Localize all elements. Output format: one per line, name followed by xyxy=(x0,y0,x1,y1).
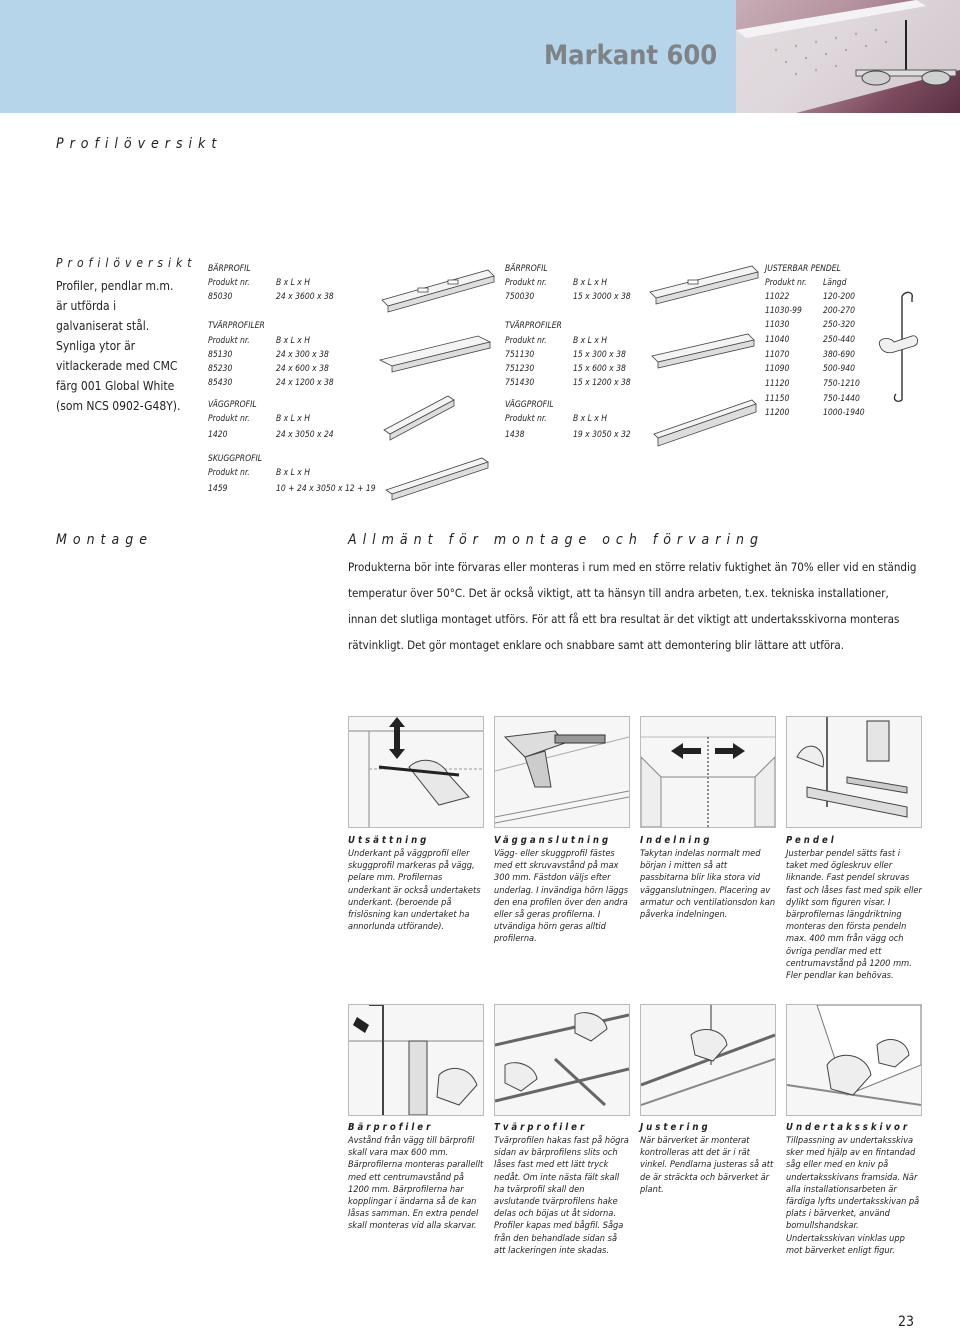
step-text: Tillpassning av undertaksskiva sker med hjälp av en fintandad såg eller med en kniv på undertaksskivans framsida. När alla installationsarbeten är färdiga lyfts undertaksskivan på plats i bärverket, använd bomullshandskar. Undertaksskivan vinklas upp mot bärverket enligt figur. xyxy=(786,1135,920,1256)
step-text: Underkant på väggprofil eller skuggprofil markeras på vägg, pelare mm. Profilernas underkant är också undertakets underkant. (beroende på frislösning kan undertaket ha annorlunda utförande). xyxy=(348,848,481,933)
table-cell: 85430 xyxy=(208,378,233,388)
table-label: VÄGGPROFIL xyxy=(505,400,554,410)
table-header: B x L x H xyxy=(276,278,311,288)
table-cell: 200-270 xyxy=(823,306,855,316)
table-header: Produkt nr. xyxy=(208,414,250,424)
table-cell: 11030-99 xyxy=(765,306,802,316)
table-cell: 24 x 3050 x 24 xyxy=(276,430,334,440)
table-cell: 1438 xyxy=(505,430,525,440)
table-header: B x L x H xyxy=(276,468,311,478)
section-heading-profiloversikt: Profilöversikt xyxy=(56,136,223,152)
table-cell: 11200 xyxy=(765,408,790,418)
table-cell: 120-200 xyxy=(823,292,855,302)
table-cell: 24 x 300 x 38 xyxy=(276,350,329,360)
step-title: Vägganslutning xyxy=(494,835,612,846)
profile-drawings-a xyxy=(378,262,498,502)
step-title: Utsättning xyxy=(348,835,430,846)
table-label: SKUGGPROFIL xyxy=(208,454,263,464)
profile-drawings-b xyxy=(648,262,760,447)
section-heading-montage: Montage xyxy=(56,532,153,548)
step-text: Tvärprofilen hakas fast på högra sidan av bärprofilens slits och låses fast med ett lätt tryck nedåt. Om inte nästa fält skall ha tvärprofil skall den avslutande tvärprofilens hake delas och böjas ut åt sidorna. Profiler kapas med bågfil. Såga från den behandlade sidan så att lackeringen inte skadas. xyxy=(494,1135,629,1256)
table-header: B x L x H xyxy=(573,414,608,424)
profile-table-pendel xyxy=(765,262,880,427)
table-label: TVÄRPROFILER xyxy=(505,321,562,331)
table-header: B x L x H xyxy=(276,414,311,424)
step-title: Justering xyxy=(640,1122,711,1133)
profile-table-skugg xyxy=(208,452,378,498)
table-cell: 750-1440 xyxy=(823,394,860,404)
step-text: Takytan indelas normalt med början i mitten så att passbitarna blir lika stora vid vägganslutningen. Placering av armatur och ventilationsdon kan påverka indelningen. xyxy=(640,848,776,921)
profile-table-b xyxy=(505,262,655,442)
table-cell: 380-690 xyxy=(823,350,855,360)
table-cell: 751430 xyxy=(505,378,535,388)
table-cell: 24 x 1200 x 38 xyxy=(276,378,334,388)
step-title: Indelning xyxy=(640,835,713,846)
table-cell: 15 x 600 x 38 xyxy=(573,364,626,374)
table-header: Produkt nr. xyxy=(765,278,807,288)
table-cell: 24 x 600 x 38 xyxy=(276,364,329,374)
table-cell: 250-320 xyxy=(823,320,855,330)
illustration-undertaksskivor xyxy=(786,1004,922,1116)
section-subheading: Allmänt för montage och förvaring xyxy=(348,532,764,548)
header-photo xyxy=(736,0,960,113)
table-cell: 1420 xyxy=(208,430,228,440)
table-header: Produkt nr. xyxy=(208,468,250,478)
table-cell: 750-1210 xyxy=(823,379,860,389)
table-cell: 751230 xyxy=(505,364,535,374)
step-text: Justerbar pendel sätts fast i taket med ögleskruv eller liknande. Fast pendel skruvas fast och låses fast med spik eller dylikt som figuren visar. I bärprofilernas längdriktning monteras den första pendeln max. 400 mm från vägg och övriga pendlar med ett centrumavstånd på 1200 mm. Fler pendlar kan behövas. xyxy=(786,848,922,982)
page-number: 23 xyxy=(898,1314,915,1330)
illustration-pendel xyxy=(786,716,922,828)
illustration-indelning xyxy=(640,716,776,828)
table-header: B x L x H xyxy=(573,336,608,346)
table-cell: 11022 xyxy=(765,292,790,302)
table-cell: 250-440 xyxy=(823,335,855,345)
pendel-drawing xyxy=(872,288,922,406)
table-cell: 11090 xyxy=(765,364,790,374)
table-header: Produkt nr. xyxy=(208,278,250,288)
table-cell: 1000-1940 xyxy=(823,408,865,418)
step-title: Undertaksskivor xyxy=(786,1122,911,1133)
table-cell: 85030 xyxy=(208,292,233,302)
table-header: Produkt nr. xyxy=(505,278,547,288)
intro-text: Profiler, pendlar m.m. är utförda i galvaniserat stål. Synliga ytor är vitlackerade med CMC färg 001 Global White (som NCS 0902-G48Y). xyxy=(56,279,181,413)
table-cell: 11120 xyxy=(765,379,790,389)
table-cell: 11150 xyxy=(765,394,790,404)
table-cell: 85230 xyxy=(208,364,233,374)
table-label: JUSTERBAR PENDEL xyxy=(765,264,841,274)
intro-heading: Profilöversikt xyxy=(56,256,197,270)
table-cell: 15 x 1200 x 38 xyxy=(573,378,631,388)
table-cell: 15 x 3000 x 38 xyxy=(573,292,631,302)
step-text: Vägg- eller skuggprofil fästes med ett skruvavstånd på max 300 mm. Fästdon väljs efter underlag. I invändiga hörn läggs den ena profilen över den andra eller så geras profilerna. I utvändiga hörn geras alltid profilerna. xyxy=(494,848,629,945)
table-cell: 11030 xyxy=(765,320,790,330)
page-title: Markant 600 xyxy=(544,40,718,71)
table-cell: 500-940 xyxy=(823,364,855,374)
table-cell: 24 x 3600 x 38 xyxy=(276,292,334,302)
table-header: B x L x H xyxy=(573,278,608,288)
illustration-justering xyxy=(640,1004,776,1116)
illustration-tvarprofiler xyxy=(494,1004,630,1116)
table-cell: 10 + 24 x 3050 x 12 + 19 xyxy=(276,484,376,494)
table-label: VÄGGPROFIL xyxy=(208,400,257,410)
table-cell: 85130 xyxy=(208,350,233,360)
table-cell: 1459 xyxy=(208,484,228,494)
table-cell: 19 x 3050 x 32 xyxy=(573,430,631,440)
step-text: Avstånd från vägg till bärprofil skall vara max 600 mm. Bärprofilerna monteras parallellt med ett centrumavstånd på 1200 mm. Bärprofilerna har kopplingar i ändarna så de kan låsas samman. En extra pendel skall monteras vid alla skarvar. xyxy=(348,1135,484,1232)
table-header: Längd xyxy=(823,278,847,288)
table-cell: 11070 xyxy=(765,350,790,360)
table-cell: 750030 xyxy=(505,292,535,302)
table-header: B x L x H xyxy=(276,336,311,346)
profile-table-a xyxy=(208,262,378,442)
table-header: Produkt nr. xyxy=(505,414,547,424)
table-header: Produkt nr. xyxy=(505,336,547,346)
step-title: Tvärprofiler xyxy=(494,1122,588,1133)
illustration-barprofiler xyxy=(348,1004,484,1116)
step-title: Bärprofiler xyxy=(348,1122,434,1133)
table-cell: 751130 xyxy=(505,350,535,360)
table-label: BÄRPROFIL xyxy=(208,264,251,274)
step-text: När bärverket är monterat kontrolleras att det är i rät vinkel. Pendlarna justeras så att de är sträckta och bärverket är plant. xyxy=(640,1135,774,1195)
table-header: Produkt nr. xyxy=(208,336,250,346)
illustration-utsattning xyxy=(348,716,484,828)
ceiling-pendant-photo xyxy=(736,0,960,113)
step-title: Pendel xyxy=(786,835,837,846)
table-cell: 15 x 300 x 38 xyxy=(573,350,626,360)
illustration-vagganslutning xyxy=(494,716,630,828)
table-label: BÄRPROFIL xyxy=(505,264,548,274)
table-cell: 11040 xyxy=(765,335,790,345)
table-label: TVÄRPROFILER xyxy=(208,321,265,331)
montage-text: Produkterna bör inte förvaras eller monteras i rum med en större relativ fuktighet än 70% eller vid en ständig temperatur över 50°C. Det är också viktigt, att ta hänsyn till andra arbeten, t.ex. tekniska installationer, innan det slutliga montaget utförs. För att få ett bra resultat är det viktigt att undertaksskivorna monteras rätvinkligt. Det gör montaget enklare och snabbare samt att demontering blir lättare att utföra. xyxy=(348,560,917,652)
